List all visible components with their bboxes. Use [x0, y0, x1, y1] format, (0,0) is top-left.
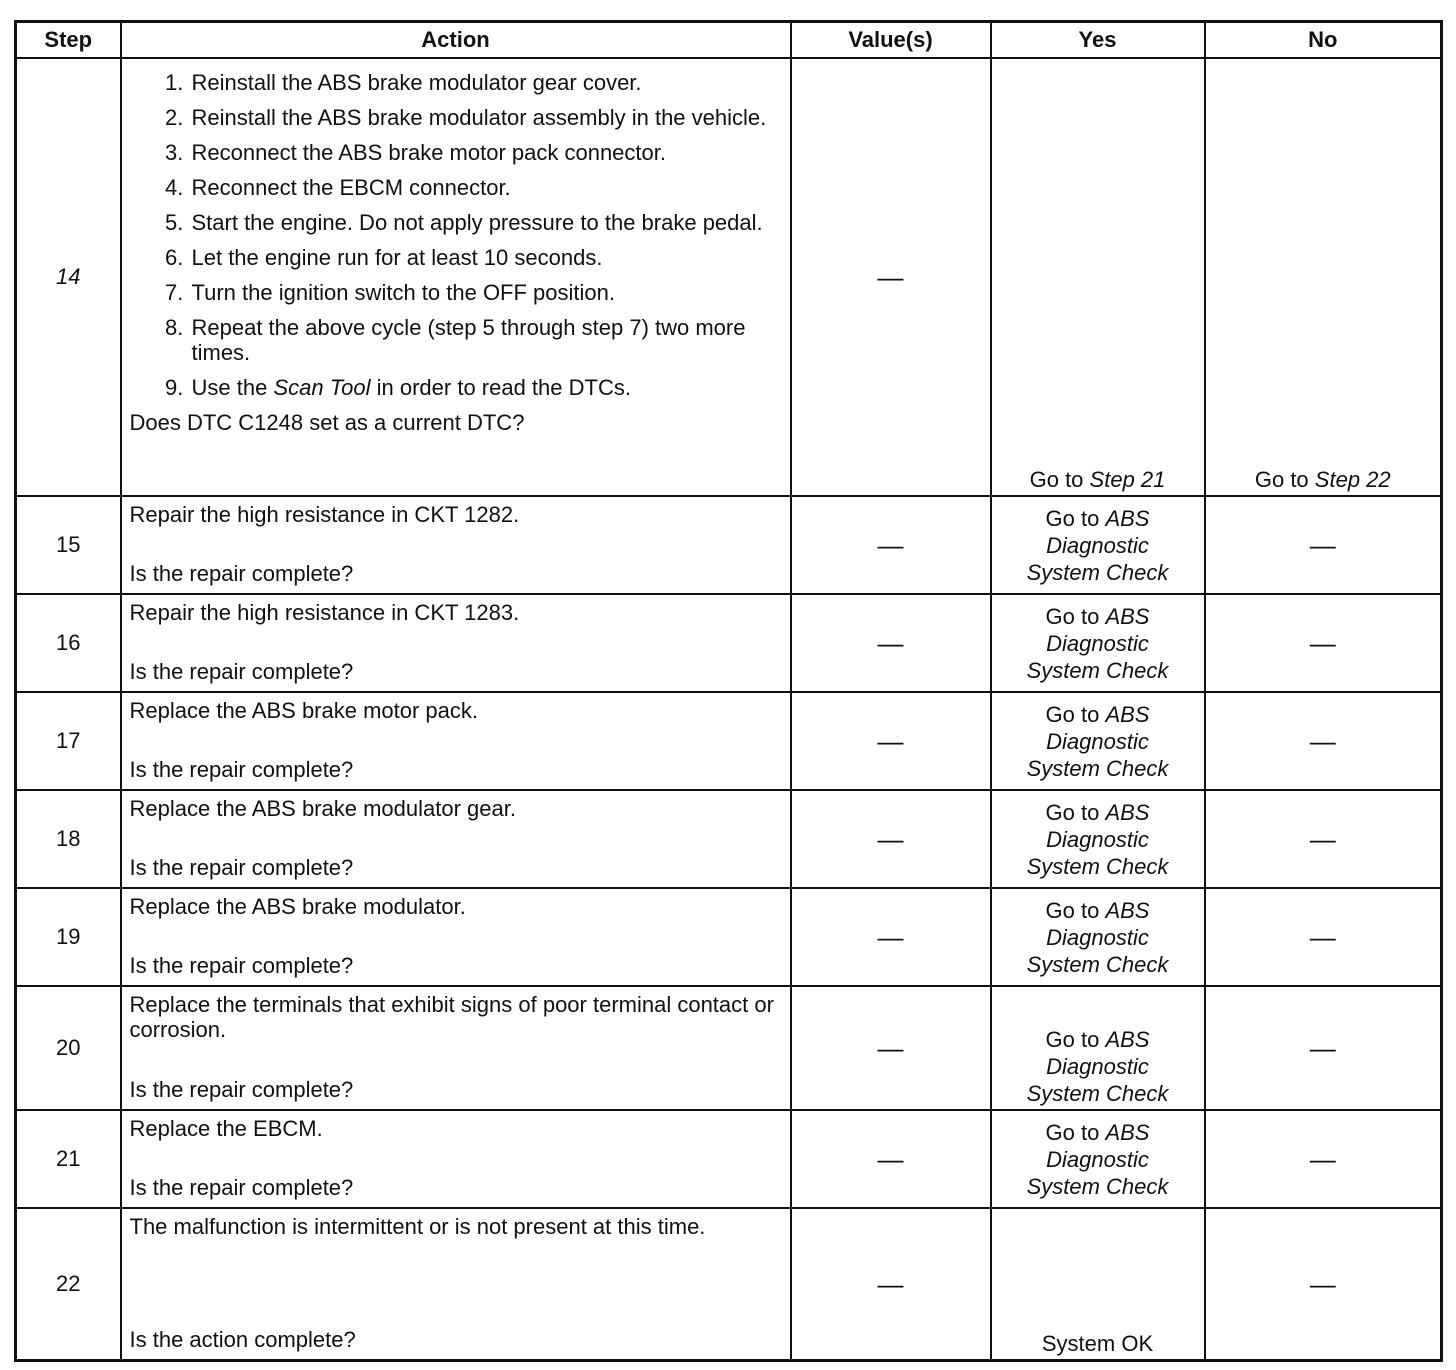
action-cell [121, 1110, 791, 1208]
goto-link[interactable]: ABS [1105, 603, 1150, 629]
step-number: 18 [16, 790, 121, 888]
value-cell: — [791, 58, 991, 496]
table-row [16, 58, 1442, 496]
goto-step-link[interactable]: Step 22 [1314, 467, 1391, 492]
table-row [16, 790, 1442, 888]
step-number: 19 [16, 888, 121, 986]
list-item-text: Use the [191, 375, 268, 400]
action-cell [121, 58, 791, 496]
no-cell: — [1205, 1110, 1442, 1208]
step-question: Is the action complete? [129, 1327, 356, 1352]
yes-cell [991, 1110, 1205, 1208]
goto-link[interactable]: Diagnostic [1046, 924, 1149, 950]
goto-link[interactable]: System Check [1026, 559, 1169, 585]
goto-link[interactable]: ABS [1105, 701, 1150, 727]
yes-cell [991, 790, 1205, 888]
action-text: Replace the ABS brake motor pack. [129, 698, 479, 723]
value-cell: — [791, 888, 991, 986]
action-cell [121, 692, 791, 790]
no-cell: — [1205, 986, 1442, 1110]
step-question: Does DTC C1248 set as a current DTC? [129, 410, 525, 435]
action-cell [121, 790, 791, 888]
list-item: 1. Reinstall the ABS brake modulator gear cover. [190, 70, 782, 95]
value-cell: — [791, 692, 991, 790]
goto-text: Go to [1045, 1119, 1100, 1145]
step-number: 22 [16, 1208, 121, 1361]
value-cell: — [791, 790, 991, 888]
step-number: 14 [16, 58, 121, 496]
step-question: Is the repair complete? [129, 757, 354, 782]
list-item: 6. Let the engine run for at least 10 seconds. [190, 245, 782, 270]
goto-link[interactable]: Diagnostic [1046, 728, 1149, 754]
goto-link[interactable]: Diagnostic [1046, 532, 1149, 558]
list-item: 4. Reconnect the EBCM connector. [190, 175, 782, 200]
value-cell: — [791, 1208, 991, 1361]
goto-link[interactable]: Diagnostic [1046, 1054, 1149, 1079]
value-cell: — [791, 496, 991, 594]
header-action: Action [121, 22, 791, 59]
action-text: Replace the terminals that exhibit signs of poor terminal contact or corrosion. [129, 992, 774, 1042]
goto-link[interactable]: System Check [1026, 1173, 1169, 1199]
action-text: Replace the ABS brake modulator gear. [129, 796, 516, 821]
goto-link[interactable]: Diagnostic [1046, 1146, 1149, 1172]
action-cell [121, 888, 791, 986]
yes-cell [991, 496, 1205, 594]
step-number: 20 [16, 986, 121, 1110]
header-step: Step [16, 22, 121, 59]
goto-link[interactable]: Diagnostic [1046, 826, 1149, 852]
diagnostic-table [14, 20, 1443, 1362]
list-item: 3. Reconnect the ABS brake motor pack connector. [190, 140, 782, 165]
step-question: Is the repair complete? [129, 659, 354, 684]
action-cell [121, 986, 791, 1110]
goto-link[interactable]: System Check [1026, 951, 1169, 977]
action-cell [121, 594, 791, 692]
value-cell: — [791, 594, 991, 692]
list-item-text: in order to read the DTCs. [376, 375, 631, 400]
step-question: Is the repair complete? [129, 855, 354, 880]
action-text: Repair the high resistance in CKT 1283. [129, 600, 520, 625]
goto-text: Go to [1045, 701, 1100, 727]
action-cell [121, 1208, 791, 1361]
goto-link[interactable]: System Check [1026, 1081, 1169, 1106]
no-cell: — [1205, 692, 1442, 790]
goto-link[interactable]: System Check [1026, 657, 1169, 683]
step-question: Is the repair complete? [129, 561, 354, 586]
goto-step-link[interactable]: Step 21 [1089, 467, 1166, 492]
goto-link[interactable]: ABS [1105, 799, 1150, 825]
action-text: Repair the high resistance in CKT 1282. [129, 502, 520, 527]
step-question: Is the repair complete? [129, 1077, 354, 1102]
table-row [16, 1110, 1442, 1208]
yes-cell [991, 594, 1205, 692]
value-cell: — [791, 1110, 991, 1208]
goto-link[interactable]: ABS [1105, 1027, 1150, 1052]
action-cell [121, 496, 791, 594]
goto-link[interactable]: ABS [1105, 1119, 1150, 1145]
header-no: No [1205, 22, 1442, 59]
no-cell: — [1205, 496, 1442, 594]
step-number: 15 [16, 496, 121, 594]
procedure-list [130, 70, 782, 400]
action-text: Replace the EBCM. [129, 1116, 323, 1141]
yes-cell [991, 888, 1205, 986]
no-cell: — [1205, 888, 1442, 986]
goto-text: Go to [1045, 799, 1100, 825]
yes-cell [991, 692, 1205, 790]
goto-text: Go to [1029, 467, 1084, 492]
yes-cell [991, 58, 1205, 496]
list-item [190, 375, 782, 400]
goto-link[interactable]: ABS [1105, 505, 1150, 531]
step-number: 21 [16, 1110, 121, 1208]
no-cell [1205, 58, 1442, 496]
goto-link[interactable]: System Check [1026, 853, 1169, 879]
scan-tool-term: Scan Tool [273, 375, 371, 400]
action-text: The malfunction is intermittent or is not present at this time. [129, 1214, 706, 1239]
goto-link[interactable]: ABS [1105, 897, 1150, 923]
list-item: 2. Reinstall the ABS brake modulator assembly in the vehicle. [190, 105, 782, 130]
step-question: Is the repair complete? [129, 953, 354, 978]
header-values: Value(s) [791, 22, 991, 59]
no-cell: — [1205, 790, 1442, 888]
step-question: Is the repair complete? [129, 1175, 354, 1200]
table-row [16, 496, 1442, 594]
no-cell: — [1205, 1208, 1442, 1361]
goto-text: Go to [1045, 505, 1100, 531]
list-item: 8. Repeat the above cycle (step 5 through step 7) two more times. [190, 315, 782, 365]
step-number: 17 [16, 692, 121, 790]
no-cell: — [1205, 594, 1442, 692]
table-row [16, 692, 1442, 790]
table-row [16, 888, 1442, 986]
list-item: 7. Turn the ignition switch to the OFF position. [190, 280, 782, 305]
table-row [16, 594, 1442, 692]
table-row [16, 986, 1442, 1110]
goto-text: Go to [1045, 897, 1100, 923]
goto-text: Go to [1045, 1027, 1100, 1052]
header-yes: Yes [991, 22, 1205, 59]
goto-link[interactable]: System Check [1026, 755, 1169, 781]
action-text: Replace the ABS brake modulator. [129, 894, 466, 919]
goto-text: Go to [1254, 467, 1309, 492]
list-item: 5. Start the engine. Do not apply pressure to the brake pedal. [190, 210, 782, 235]
goto-link[interactable]: Diagnostic [1046, 630, 1149, 656]
yes-cell [991, 986, 1205, 1110]
yes-cell: System OK [991, 1208, 1205, 1361]
goto-text: Go to [1045, 603, 1100, 629]
header-row [16, 22, 1442, 59]
value-cell: — [791, 986, 991, 1110]
step-number: 16 [16, 594, 121, 692]
table-row [16, 1208, 1442, 1361]
